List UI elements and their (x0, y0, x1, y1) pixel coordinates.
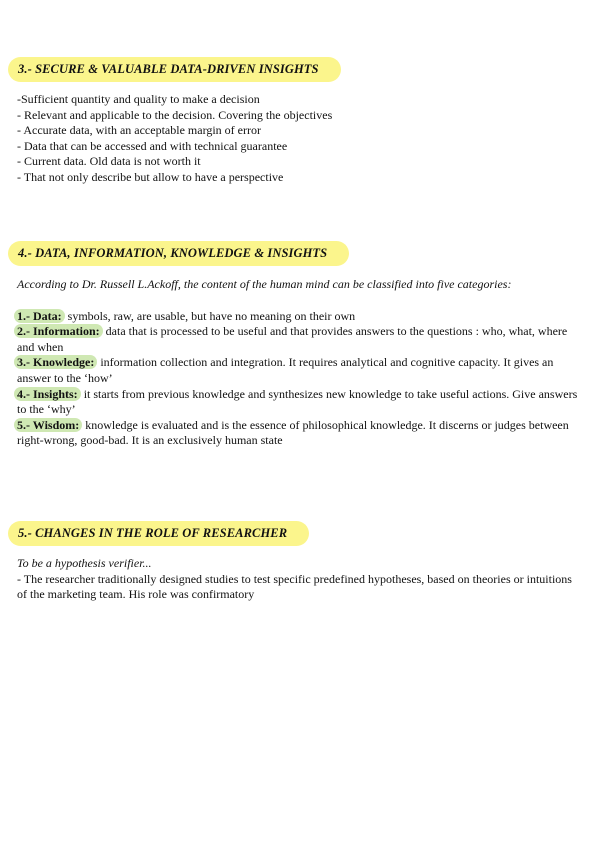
section-4-heading: 4.- DATA, INFORMATION, KNOWLEDGE & INSIGHTS (8, 241, 349, 266)
section-3-heading: 3.- SECURE & VALUABLE DATA-DRIVEN INSIGHTS (8, 57, 341, 82)
list-item: -Sufficient quantity and quality to make a decision (17, 92, 260, 106)
category-term: 5.- Wisdom: (14, 418, 82, 432)
list-item: - Data that can be accessed and with technical guarantee (17, 138, 288, 153)
category-term: 4.- Insights: (14, 387, 81, 401)
category-text: knowledge is evaluated and is the essence of philosophical knowledge. It discerns or judges between right-wrong, good-bad. It is an exclusively human state (17, 417, 569, 448)
list-item: - Current data. Old data is not worth it (17, 154, 201, 169)
section-5-intro: To be a hypothesis verifier... (17, 556, 152, 570)
category-term: 3.- Knowledge: (14, 355, 97, 369)
section-5-text: - The researcher traditionally designed studies to test specific predefined hypotheses, based on theories or intuitions of the marketing team. His role was confirmatory (17, 571, 572, 602)
section-5-body (17, 556, 582, 603)
category-term: 2.- Information: (14, 324, 103, 338)
section-4-intro: According to Dr. Russell L.Ackoff, the content of the human mind can be classified into five categories: (17, 277, 512, 291)
category-knowledge (17, 355, 582, 386)
category-text: information collection and integration. It requires analytical and cognitive capacity. It gives an answer to the ‘how’ (17, 355, 554, 385)
list-item: - That not only describe but allow to have a perspective (17, 169, 284, 184)
list-item: - Relevant and applicable to the decision. Covering the objectives (17, 107, 333, 122)
section-4-body (17, 277, 582, 449)
section-5-heading: 5.- CHANGES IN THE ROLE OF RESEARCHER (8, 521, 309, 546)
category-wisdom (17, 418, 582, 449)
category-data (17, 309, 582, 325)
category-term: 1.- Data: (14, 309, 65, 323)
list-item: - Accurate data, with an acceptable margin of error (17, 123, 261, 138)
category-text: symbols, raw, are usable, but have no meaning on their own (64, 308, 356, 323)
category-insights (17, 387, 582, 418)
section-3-list (17, 92, 582, 186)
category-text: data that is processed to be useful and that provides answers to the questions : who, what, where and when (17, 324, 568, 354)
category-information (17, 324, 582, 355)
category-text: it starts from previous knowledge and synthesizes new knowledge to take useful actions. Give answers to the ‘why’ (17, 386, 578, 417)
